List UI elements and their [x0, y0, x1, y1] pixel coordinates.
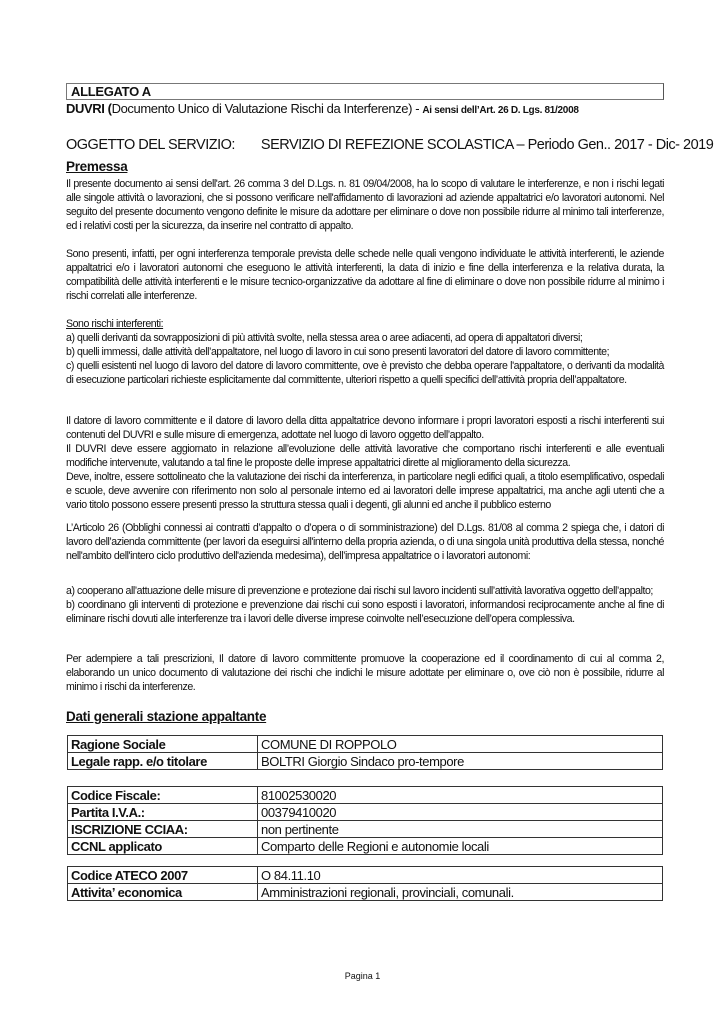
- rischi-c: c) quelli esistenti nel luogo di lavoro del datore di lavoro committente, ove è previsto che debba operare l'appaltatore, o derivanti da modalità di esecuzione particolari richieste esplicitamente dal committente, ulteriori rispetto a quelli specifici dell’attività propria dell’appaltatore.: [66, 360, 664, 386]
- duvri-line: [66, 101, 664, 116]
- oggetto-line: [66, 137, 714, 153]
- table-row: [68, 867, 663, 884]
- duvri-ref: Ai sensi dell’Art. 26 D. Lgs. 81/2008: [422, 105, 579, 116]
- table-value: 81002530020: [258, 787, 663, 804]
- table-row: [68, 884, 663, 901]
- fiscale-table: [67, 786, 663, 855]
- table-row: [68, 753, 663, 770]
- rischi-b: b) quelli immessi, dalle attività dell’appaltatore, nel luogo di lavoro in cui sono presenti lavoratori del datore di lavoro committente;: [66, 346, 610, 358]
- table-value: 00379410020: [258, 804, 663, 821]
- premessa-p2: Sono presenti, infatti, per ogni interferenza temporale prevista delle schede nelle quali vengono individuate le attività interferenti, le aziende appaltatrici e/o i lavoratori autonomi che eseguono le attività interferenti, la data di inizio e fine della interferenza e la relativa durata, la compatibilità delle attività interferenti e le misure tecnico-organizzative da adottare al fine di eliminare o dove non possibile ridurre al minimo i rischi correlati alle interferenze.: [66, 248, 664, 302]
- table-value: COMUNE DI ROPPOLO: [258, 736, 663, 753]
- table-key: Partita I.V.A.:: [68, 804, 258, 821]
- table-value: non pertinente: [258, 821, 663, 838]
- oggetto-value: SERVIZIO DI REFEZIONE SCOLASTICA – Periodo Gen.. 2017 - Dic- 2019: [260, 137, 714, 153]
- oggetto-label: OGGETTO DEL SERVIZIO:: [66, 137, 235, 153]
- obblighi-b: b) coordinano gli interventi di protezione e prevenzione dai rischi cui sono esposti i lavoratori, informandosi reciprocamente anche al fine di eliminare rischi dovuti alle interferenze tra i lavori delle diverse imprese coinvolte nell’esecuzione dell’opera complessiva.: [66, 599, 664, 625]
- table-row: [68, 787, 663, 804]
- table-value: Comparto delle Regioni e autonomie locali: [258, 838, 663, 855]
- allegato-title: ALLEGATO A: [66, 83, 664, 100]
- table-value: O 84.11.10: [258, 867, 663, 884]
- premessa-heading: Premessa: [66, 159, 128, 174]
- premessa-p5: Deve, inoltre, essere sottolineato che la valutazione dei rischi da interferenza, in particolare negli edifici quali, a titolo esemplificativo, ospedali e scuole, deve avvenire con riferimento non solo al personale interno ed ai lavoratori delle imprese appaltatrici, ma anche agli utenti che a vario titolo possono essere presenti presso la struttura stessa quali i degenti, gli alunni ed anche il pubblico esterno: [66, 471, 664, 511]
- table-row: [68, 838, 663, 855]
- premessa-p1: Il presente documento ai sensi dell'art. 26 comma 3 del D.Lgs. n. 81 09/04/2008, ha lo scopo di valutare le interferenze, e non i rischi legati alle singole attività o lavorazioni, che si possono verificare nell'affidamento di lavorazioni ad aziende appaltatrici e/o lavoratori autonomi. Nel seguito del presente documento vengono definite le misure da adottare per eliminare o dove non possibile ridurre al minimo tali interferenze, ed i relativi costi per la sicurezza, da inserire nel contratto di appalto.: [66, 178, 664, 232]
- rischi-list: [66, 317, 664, 387]
- premessa-p6: L’Articolo 26 (Obblighi connessi ai contratti d’appalto o d’opera o di somministrazione) del D.Lgs. 81/08 al comma 2 spiega che, i datori di lavoro dell’azienda committente (per lavori da eseguirsi all'interno della propria azienda, o di una singola unità produttiva della stessa, nonché nell'ambito dell'intero ciclo produttivo dell'azienda medesima), dell’impresa appaltatrice o i lavoratori autonomi:: [66, 522, 664, 562]
- table-row: [68, 736, 663, 753]
- dati-heading: Dati generali stazione appaltante: [66, 709, 267, 724]
- obblighi-a: a) cooperano all’attuazione delle misure di prevenzione e protezione dai rischi sul lavoro incidenti sull’attività lavorativa oggetto dell’appalto;: [66, 585, 653, 597]
- table-key: Legale rapp. e/o titolare: [68, 753, 258, 770]
- table-key: CCNL applicato: [68, 838, 258, 855]
- ateco-table: [67, 866, 663, 901]
- premessa-p7: Per adempiere a tali prescrizioni, Il datore di lavoro committente promuove la cooperazione ed il coordinamento di cui al comma 2, elaborando un unico documento di valutazione dei rischi che indichi le misure adottate per eliminare o, ove ciò non è possibile, ridurre al minimo i rischi da interferenze.: [66, 653, 664, 693]
- duvri-label: DUVRI (: [66, 101, 112, 116]
- rischi-heading: Sono rischi interferenti:: [66, 318, 164, 330]
- table-value: BOLTRI Giorgio Sindaco pro-tempore: [258, 753, 663, 770]
- table-key: Codice Fiscale:: [68, 787, 258, 804]
- duvri-desc: Documento Unico di Valutazione Rischi da Interferenze) -: [111, 101, 423, 116]
- anagrafica-table: [67, 735, 663, 770]
- table-row: [68, 821, 663, 838]
- table-key: Ragione Sociale: [68, 736, 258, 753]
- table-row: [68, 804, 663, 821]
- table-key: Codice ATECO 2007: [68, 867, 258, 884]
- page-number: Pagina 1: [344, 971, 381, 981]
- obblighi-list: [66, 584, 664, 626]
- premessa-p4: Il DUVRI deve essere aggiornato in relazione all’evoluzione delle attività lavorative che comportano rischi interferenti e alle eventuali modifiche intervenute, valutando a tal fine le proposte delle imprese appaltatrici dirette al miglioramento della sicurezza.: [66, 443, 664, 469]
- datore-block: [66, 414, 664, 512]
- table-key: ISCRIZIONE CCIAA:: [68, 821, 258, 838]
- table-key: Attivita’ economica: [68, 884, 258, 901]
- table-value: Amministrazioni regionali, provinciali, comunali.: [258, 884, 663, 901]
- premessa-p3: Il datore di lavoro committente e il datore di lavoro della ditta appaltatrice devono informare i propri lavoratori esposti a rischi interferenti sui contenuti del DUVRI e sulle misure di emergenza, adottate nel luogo di lavoro oggetto dell’appalto.: [66, 415, 664, 441]
- rischi-a: a) quelli derivanti da sovrapposizioni di più attività svolte, nella stessa area o aree adiacenti, ad opera di appaltatori diversi;: [66, 332, 583, 344]
